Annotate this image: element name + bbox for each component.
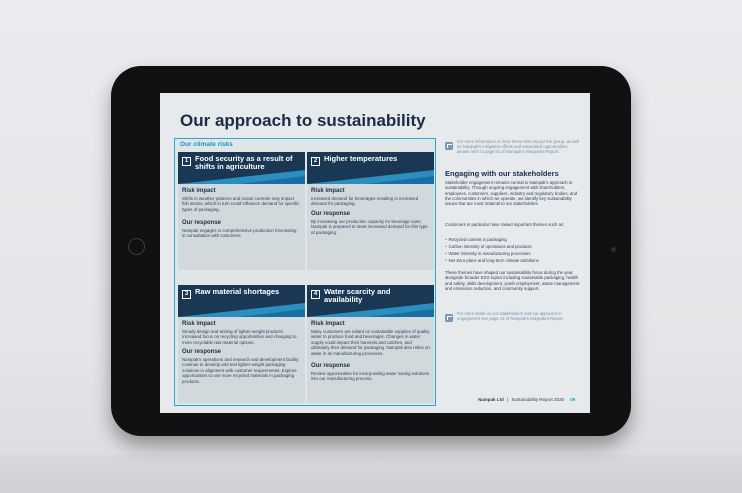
risk-impact-text: Many customers are reliant on sustainable supplies of quality water to produce food and beverages. Changes in water supply could impact their harvests and catches, and ultimately their demand for packaging. Nampak also relies on water in its manufacturing processes. [311, 329, 430, 356]
card-header [307, 285, 434, 317]
stakeholders-paragraph: Stakeholder engagement remains central to Nampak's approach to sustainability. Through ongoing engagement with shareholders, employees, customers, suppliers, industry and regulatory bodies, and the communities in which we operate, we identify key sustainability issues that are most material to our stakeholders. [445, 180, 578, 207]
response-heading: Our response [182, 349, 222, 355]
risk-card-4 [307, 285, 434, 403]
card-header [307, 152, 434, 184]
reference-note[interactable]: For more information on how these risks impact the group, as well as Nampak's mitigation efforts and associated opportunities, please refer to page 51 of Nampak's Integrated Report. [457, 139, 580, 155]
footer-company: Nampak Ltd [478, 397, 504, 402]
climate-risks-panel [174, 138, 436, 406]
response-heading: Our response [182, 220, 222, 226]
reference-icon [445, 314, 453, 322]
risk-impact-text: Steady design and testing of lighter-weight products. Increased focus on recycling opportunities and changing to more recyclable raw material options. [182, 329, 297, 345]
stakeholders-heading: Engaging with our stakeholders [445, 169, 559, 178]
themes-paragraph: These themes have shaped our sustainability focus during the year, alongside broader ESG topics including sustainable packaging, health and safety, skills development, youth employment, waste management and emissions reduction, and community support. [445, 270, 580, 291]
reference-note[interactable]: For more detail on our stakeholders and our approach to engagement see page 13 of Nampak's Integrated Report. [457, 311, 564, 322]
risk-impact-text: Shifts in weather patterns and ocean currents may impact fish stocks, which in turn could influence demand for specific types of packaging. [182, 196, 300, 212]
response-text: By increasing our production capacity for beverage cans, Nampak is prepared to meet increased demand for this type of packaging. [311, 219, 428, 235]
page-number: 09 [570, 397, 576, 402]
risk-impact-heading: Risk impact [311, 188, 345, 194]
card-number: 1 [182, 157, 191, 166]
themes-intro: Customers in particular have raised important themes such as: [445, 222, 565, 227]
list-item: • Carbon intensity of operations and products [445, 244, 532, 249]
risk-impact-text: Increased demand for beverages resulting in increased demand for packaging. [311, 196, 419, 207]
card-title: Raw material shortages [195, 287, 280, 296]
reference-icon [445, 142, 453, 150]
page-title: Our approach to sustainability [180, 111, 426, 130]
footer-report: Sustainability Report 2025 [511, 397, 565, 402]
card-title: Water scarcity and availability [324, 287, 391, 304]
card-header [178, 285, 305, 317]
list-item: • Recycled content in packaging [445, 237, 507, 242]
card-number: 2 [311, 157, 320, 166]
risks-heading: Our climate risks [180, 141, 233, 148]
risk-impact-heading: Risk impact [182, 321, 216, 327]
card-title: Food security as a result of shifts in agriculture [195, 154, 293, 171]
risk-card-1 [178, 152, 305, 270]
camera-icon [611, 247, 616, 252]
themes-list [445, 236, 539, 264]
response-heading: Our response [311, 211, 351, 217]
page-footer: Nampak Ltd | Sustainability Report 2025 09 [478, 397, 576, 402]
response-text: Nampak engages in comprehensive production forecasting in consultation with customers. [182, 228, 297, 239]
tablet-screen [160, 93, 590, 413]
list-item: • Net Zero plans and long-term climate ambitions [445, 258, 539, 263]
risk-card-3 [178, 285, 305, 403]
card-number: 4 [311, 290, 320, 299]
list-item: • Water intensity in manufacturing processes [445, 251, 531, 256]
response-text: Review opportunities for incorporating water saving solutions into our manufacturing process. [311, 371, 430, 382]
home-button[interactable] [128, 238, 145, 255]
response-text: Nampak's operations and research and development facility continue to develop and test lighter-weight packaging solutions in alignment with customer requirements. Explore opportunities to use more recycled materials in packaging products. [182, 357, 299, 384]
card-header [178, 152, 305, 184]
risk-impact-heading: Risk impact [311, 321, 345, 327]
response-heading: Our response [311, 363, 351, 369]
card-title: Higher temperatures [324, 154, 398, 163]
risk-card-2 [307, 152, 434, 270]
floor-surface [0, 455, 742, 493]
card-number: 3 [182, 290, 191, 299]
risk-impact-heading: Risk impact [182, 188, 216, 194]
